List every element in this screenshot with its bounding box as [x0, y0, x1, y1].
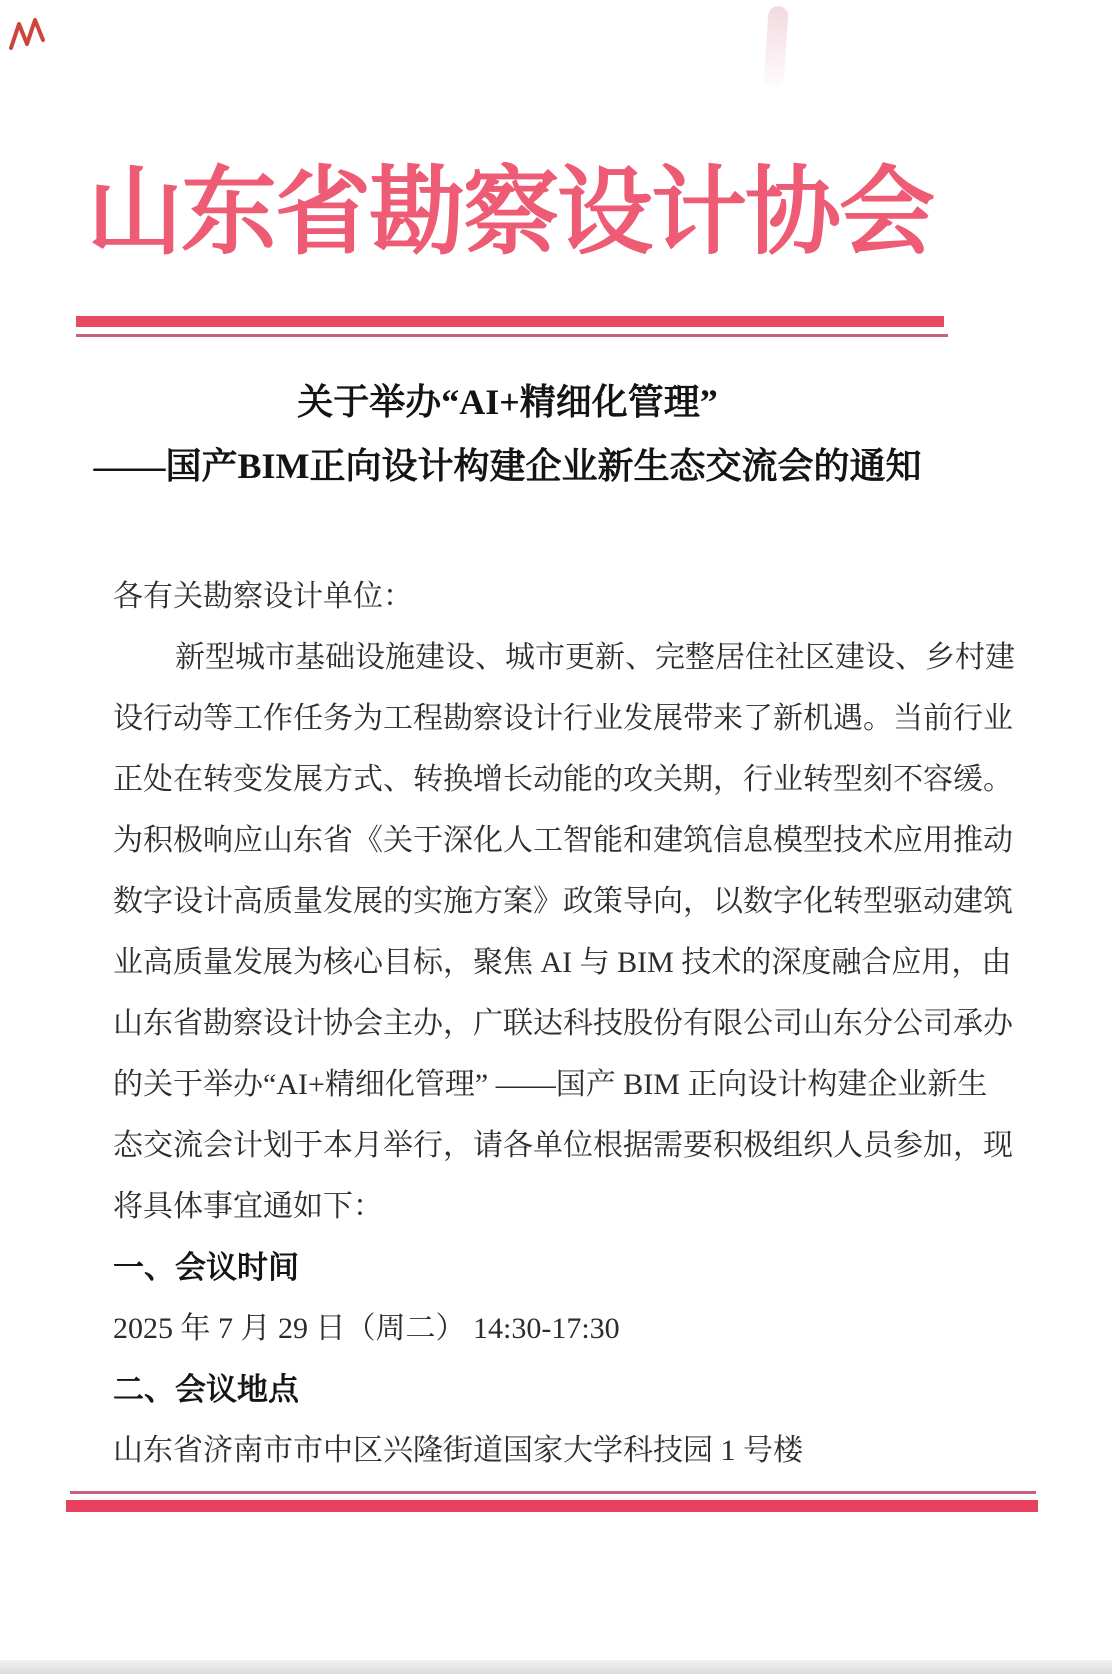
- body-line: 为积极响应山东省《关于深化人工智能和建筑信息模型技术应用推动: [113, 824, 1013, 857]
- meeting-time-value: 2025 年 7 月 29 日（周二） 14:30-17:30: [113, 1312, 620, 1345]
- scan-edge-shadow: [0, 1660, 1112, 1674]
- footer-rule-thick: [66, 1500, 1038, 1512]
- salutation: 各有关勘察设计单位：: [113, 580, 413, 613]
- body-line: 的关于举办“AI+精细化管理” ——国产 BIM 正向设计构建企业新生: [113, 1068, 988, 1101]
- body-line: 设行动等工作任务为工程勘察设计行业发展带来了新机遇。当前行业: [113, 702, 1013, 735]
- body-line: 新型城市基础设施建设、城市更新、完整居住社区建设、乡村建: [175, 641, 1015, 674]
- body-line: 正处在转变发展方式、转换增长动能的攻关期，行业转型刻不容缓。: [113, 763, 1013, 796]
- section-heading-meeting-location: 二、会议地点: [113, 1372, 299, 1407]
- scan-smudge: [763, 5, 789, 88]
- meeting-location-value: 山东省济南市市中区兴隆街道国家大学科技园 1 号楼: [113, 1434, 803, 1467]
- body-line: 态交流会计划于本月举行，请各单位根据需要积极组织人员参加，现: [113, 1129, 1013, 1162]
- footer-rule-thin: [70, 1491, 1036, 1494]
- body-line: 数字设计高质量发展的实施方案》政策导向，以数字化转型驱动建筑: [113, 885, 1013, 918]
- body-line: 业高质量发展为核心目标，聚焦 AI 与 BIM 技术的深度融合应用，由: [113, 946, 1012, 979]
- org-masthead-title: 山东省勘察设计协会: [87, 159, 933, 266]
- red-pen-scribble: [8, 12, 50, 62]
- notice-title-line-2: ——国产BIM正向设计构建企业新生态交流会的通知: [93, 446, 922, 486]
- header-rule-thin: [76, 334, 948, 337]
- body-line: 将具体事宜通如下：: [113, 1190, 383, 1223]
- notice-body: [113, 566, 1018, 1481]
- section-heading-meeting-time: 一、会议时间: [113, 1250, 299, 1285]
- header-rule-thick: [76, 316, 944, 327]
- notice-title-line-1: 关于举办“AI+精细化管理”: [297, 382, 718, 422]
- body-line: 山东省勘察设计协会主办，广联达科技股份有限公司山东分公司承办: [113, 1007, 1013, 1040]
